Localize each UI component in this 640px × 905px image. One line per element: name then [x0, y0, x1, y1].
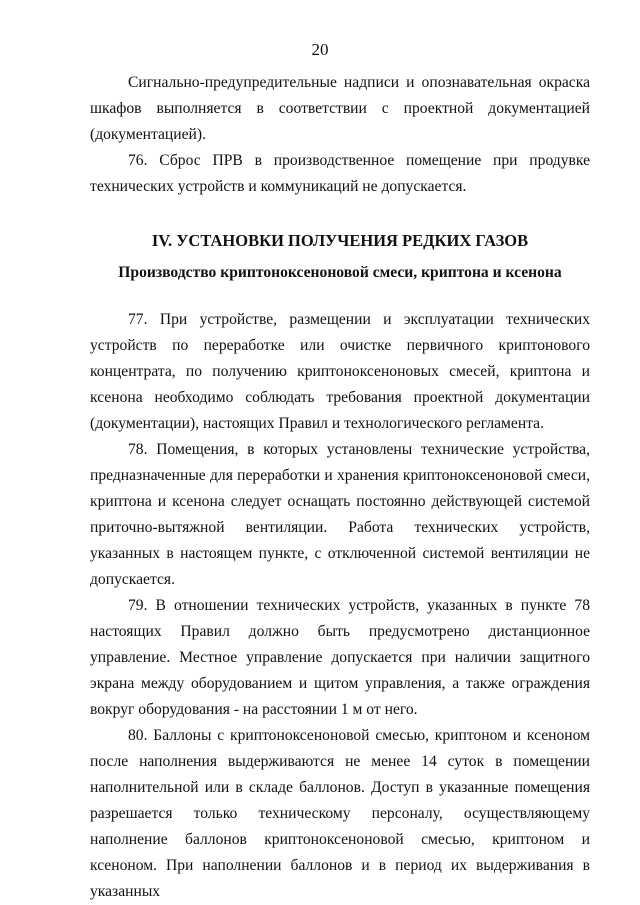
paragraph-signage: Сигнально-предупредительные надписи и опознавательная окраска шкафов выполняется в соответствии с проектной документацией (документацией). — [90, 74, 590, 143]
paragraph-77: 77. При устройстве, размещении и эксплуатации технических устройств по переработке или очистке первичного криптонового концентрата, по получению криптоноксеноновых смесей, криптона и ксенона необходимо соблюдать требования проектной документации (документации), настоящих Правил и технологического регламента. — [90, 311, 590, 432]
paragraph-80: 80. Баллоны с криптоноксеноновой смесью, криптоном и ксеноном после наполнения выдерживаются не менее 14 суток в помещении наполнительной или в складе баллонов. Доступ в указанные помещения разрешается только техническому персоналу, осуществляющему наполнение баллонов криптоноксеноновой смесью, криптоном и ксеноном. При наполнении баллонов и в период их выдерживания в указанных — [90, 727, 590, 900]
paragraph-79: 79. В отношении технических устройств, указанных в пункте 78 настоящих Правил должно быть предусмотрено дистанционное управление. Местное управление допускается при наличии защитного экрана между оборудованием и щитом управления, а также ограждения вокруг оборудования - на расстоянии 1 м от него. — [90, 597, 590, 718]
section-subtitle: Производство криптоноксеноновой смеси, криптона и ксенона — [118, 264, 562, 281]
paragraph-76: 76. Сброс ПРВ в производственное помещение при продувке технических устройств и коммуникаций не допускается. — [90, 152, 590, 195]
text-block-main — [90, 307, 590, 905]
text-block-top — [90, 70, 590, 200]
paragraph-78: 78. Помещения, в которых установлены технические устройства, предназначенные для переработки и хранения криптоноксеноновой смеси, криптона и ксенона следует оснащать постоянно действующей системой приточно-вытяжной вентиляции. Работа технических устройств, указанных в настоящем пункте, с отключенной системой вентиляции не допускается. — [90, 441, 590, 588]
section-title: IV. УСТАНОВКИ ПОЛУЧЕНИЯ РЕДКИХ ГАЗОВ — [151, 231, 529, 250]
page-number: 20 — [311, 40, 329, 59]
